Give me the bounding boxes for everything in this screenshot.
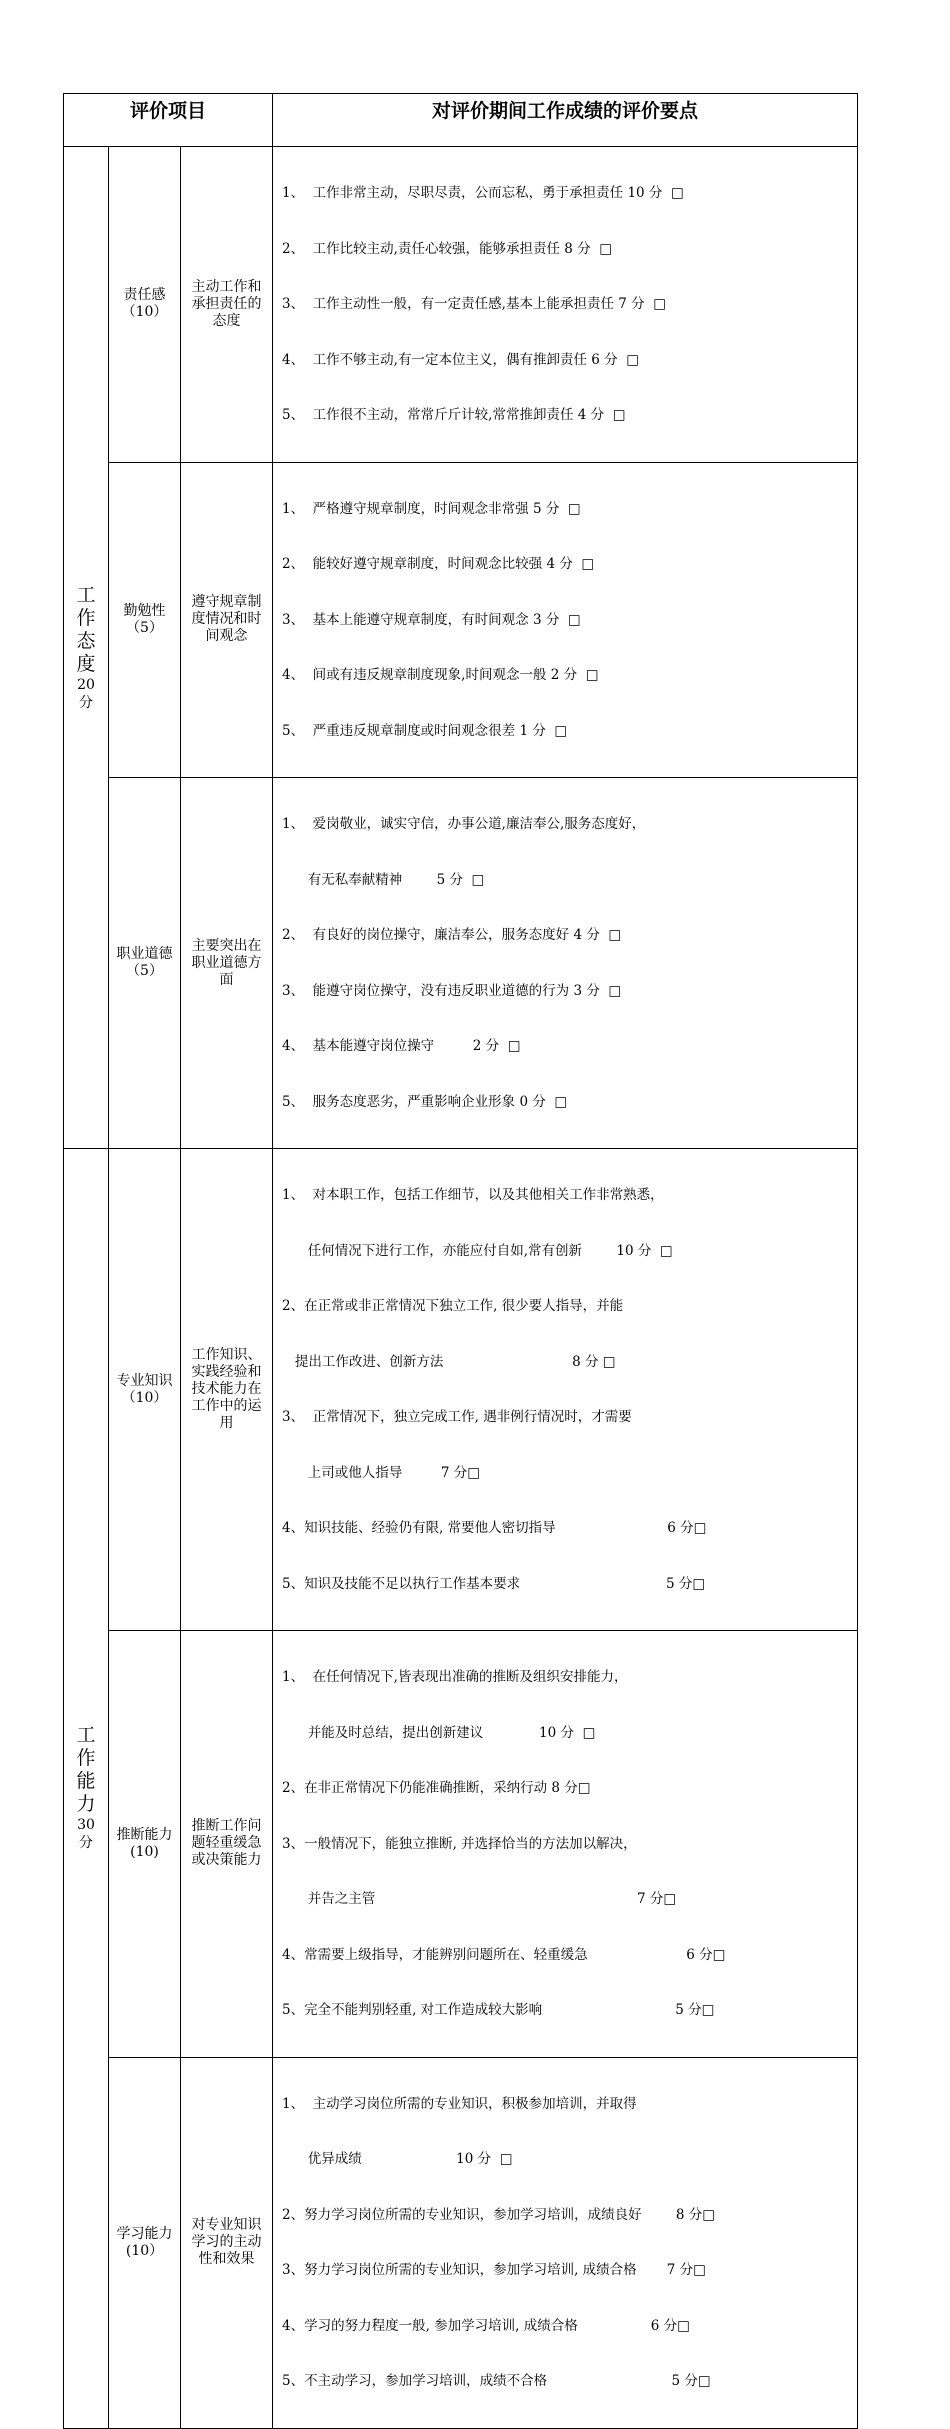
criterion-line: 1、 主动学习岗位所需的专业知识，积极参加培训，并取得 xyxy=(282,2095,637,2112)
table-row xyxy=(64,1149,858,1631)
criterion-line: 1、 工作非常主动，尽职尽责，公而忘私，勇于承担责任 10 分 □ xyxy=(282,185,684,201)
criterion-line: 2、 有良好的岗位操守，廉洁奉公，服务态度好 4 分 □ xyxy=(282,927,622,943)
criterion-line: 5、完全不能判别轻重, 对工作造成较大影响 5 分□ xyxy=(282,2002,715,2018)
criterion-line: 5、 工作很不主动，常常斤斤计较,常常推卸责任 4 分 □ xyxy=(282,407,626,423)
table-row xyxy=(64,147,858,463)
item-score: （5） xyxy=(126,619,163,636)
criterion-line: 3、 基本上能遵守规章制度，有时间观念 3 分 □ xyxy=(282,611,581,628)
criterion-line: 2、 能较好遵守规章制度，时间观念比较强 4 分 □ xyxy=(282,556,595,572)
criterion-line: 5、 服务态度恶劣，严重影响企业形象 0 分 □ xyxy=(282,1093,568,1110)
criterion-line: 2、 工作比较主动,责任心较强，能够承担责任 8 分 □ xyxy=(282,240,612,257)
item-desc: 主动工作和承担责任的态度 xyxy=(181,147,273,463)
criterion-line: 1、 在任何情况下,皆表现出准确的推断及组织安排能力， xyxy=(282,1669,628,1685)
item-desc: 对专业知识学习的主动性和效果 xyxy=(181,2057,273,2428)
criterion-line: 4、 基本能遵守岗位操守 2 分 □ xyxy=(282,1038,521,1054)
criterion-line: 5、不主动学习，参加学习培训，成绩不合格 5 分□ xyxy=(282,2373,711,2389)
criterion-line: 4、常需要上级指导，才能辨别问题所在、轻重缓急 6 分□ xyxy=(282,1946,726,1963)
criterion-line: 5、 严重违反规章制度或时间观念很差 1 分 □ xyxy=(282,722,568,739)
criterion-line: 有无私奉献精神 5 分 □ xyxy=(282,871,485,888)
item-desc: 推断工作问题轻重缓急或决策能力 xyxy=(181,1631,273,2058)
item-criteria xyxy=(273,1149,858,1631)
criterion-line: 3、 能遵守岗位操守，没有违反职业道德的行为 3 分 □ xyxy=(282,982,622,999)
item-desc: 工作知识、实践经验和技术能力在工作中的运用 xyxy=(181,1149,273,1631)
criterion-line: 4、 间或有违反规章制度现象,时间观念一般 2 分 □ xyxy=(282,667,599,683)
criterion-line: 1、 爱岗敬业，诚实守信，办事公道,廉洁奉公,服务态度好， xyxy=(282,816,646,832)
item-name-cell xyxy=(109,147,181,463)
table-row xyxy=(64,1631,858,2058)
criterion-line: 2、努力学习岗位所需的专业知识，参加学习培训，成绩良好 8 分□ xyxy=(282,2206,716,2223)
section-work-ability xyxy=(64,1149,109,2429)
section-unit: 分 xyxy=(79,1835,93,1852)
item-name-cell xyxy=(109,778,181,1149)
section-work-attitude xyxy=(64,147,109,1149)
item-name-cell xyxy=(109,1149,181,1631)
header-row xyxy=(64,94,858,147)
table-row xyxy=(64,2057,858,2428)
evaluation-table xyxy=(63,93,858,2429)
item-score: （10） xyxy=(121,1389,168,1406)
item-desc: 主要突出在职业道德方面 xyxy=(181,778,273,1149)
criterion-line: 3、 正常情况下，独立完成工作, 遇非例行情况时，才需要 xyxy=(282,1409,632,1425)
criterion-line: 2、在非正常情况下仍能准确推断，采纳行动 8 分□ xyxy=(282,1780,591,1796)
section-unit: 分 xyxy=(79,694,93,711)
criterion-line: 并告之主管 7 分□ xyxy=(282,1891,677,1907)
header-evaluation-points: 对评价期间工作成绩的评价要点 xyxy=(273,94,858,147)
item-score: （5） xyxy=(126,963,163,979)
item-name: 责任感 xyxy=(123,287,166,304)
section-name: 工作能力 xyxy=(76,1724,96,1816)
table-row xyxy=(64,778,858,1149)
section-name: 工作态度 xyxy=(76,583,96,675)
criterion-line: 1、 严格遵守规章制度，时间观念非常强 5 分 □ xyxy=(282,500,581,517)
item-name: 勤勉性 xyxy=(123,602,166,619)
item-name: 专业知识 xyxy=(116,1372,173,1389)
criterion-line: 4、知识技能、经验仍有限, 常要他人密切指导 6 分□ xyxy=(282,1520,707,1536)
criterion-line: 3、努力学习岗位所需的专业知识，参加学习培训, 成绩合格 7 分□ xyxy=(282,2262,706,2278)
criterion-line: 3、 工作主动性一般，有一定责任感,基本上能承担责任 7 分 □ xyxy=(282,296,666,312)
item-score: (10) xyxy=(130,1843,159,1860)
item-name: 学习能力 xyxy=(116,2225,173,2242)
table-row xyxy=(64,462,858,778)
item-criteria xyxy=(273,1631,858,2058)
criterion-line: 4、学习的努力程度一般, 参加学习培训, 成绩合格 6 分□ xyxy=(282,2317,690,2334)
item-criteria xyxy=(273,147,858,463)
section-points: 30 xyxy=(77,1817,95,1834)
item-name: 推断能力 xyxy=(116,1826,173,1843)
criterion-line: 2、在正常或非正常情况下独立工作, 很少要人指导，并能 xyxy=(282,1298,624,1314)
criterion-line: 4、 工作不够主动,有一定本位主义，偶有推卸责任 6 分 □ xyxy=(282,351,639,368)
section-points: 20 xyxy=(77,676,95,693)
criterion-line: 1、 对本职工作，包括工作细节，以及其他相关工作非常熟悉， xyxy=(282,1187,664,1203)
criterion-line: 优异成绩 10 分 □ xyxy=(282,2151,513,2167)
item-name: 职业道德 xyxy=(116,946,173,962)
criterion-line: 提出工作改进、创新方法 8 分 □ xyxy=(282,1353,616,1370)
item-name-cell xyxy=(109,1631,181,2058)
item-criteria xyxy=(273,2057,858,2428)
item-criteria xyxy=(273,462,858,778)
item-criteria xyxy=(273,778,858,1149)
header-evaluation-item: 评价项目 xyxy=(64,94,273,147)
item-score: (10） xyxy=(125,2242,164,2259)
criterion-line: 5、知识及技能不足以执行工作基本要求 5 分□ xyxy=(282,1575,706,1592)
item-name-cell xyxy=(109,462,181,778)
item-score: （10） xyxy=(121,304,168,321)
item-desc: 遵守规章制度情况和时间观念 xyxy=(181,462,273,778)
criterion-line: 3、一般情况下，能独立推断, 并选择恰当的方法加以解决， xyxy=(282,1835,637,1852)
item-name-cell xyxy=(109,2057,181,2428)
criterion-line: 任何情况下进行工作，亦能应付自如,常有创新 10 分 □ xyxy=(282,1242,673,1259)
criterion-line: 上司或他人指导 7 分□ xyxy=(282,1464,481,1481)
criterion-line: 并能及时总结，提出创新建议 10 分 □ xyxy=(282,1724,596,1741)
